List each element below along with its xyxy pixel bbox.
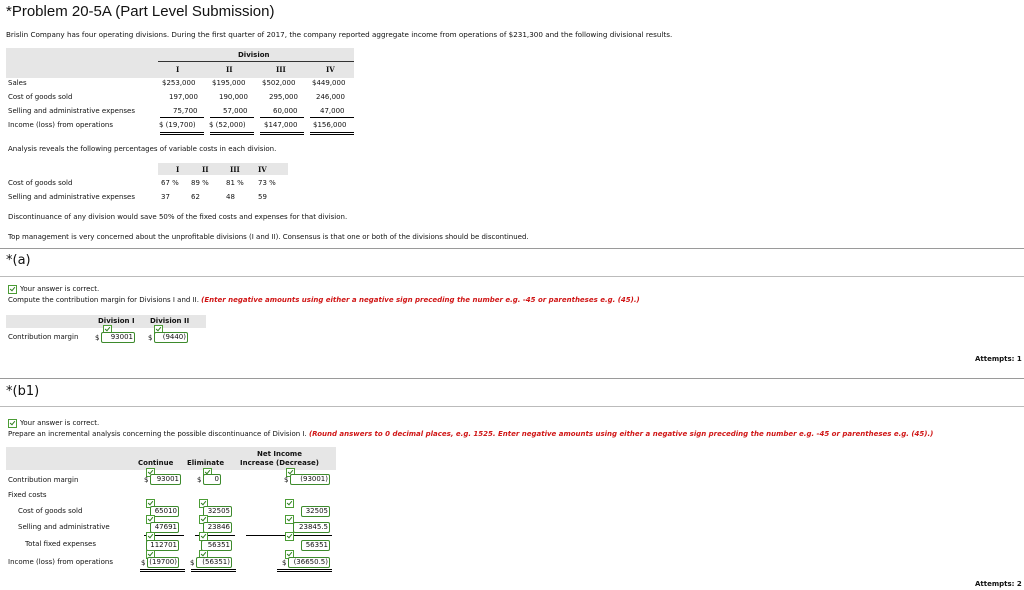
table1-col-ii: II [226,65,233,74]
table1-col-iii: III [276,65,286,74]
total-continue-input[interactable]: 112701 [146,540,179,551]
cm-continue-input[interactable]: 93001 [150,474,181,485]
t1-row-cogs-label: Cost of goods sold [8,93,73,101]
t1-row-sales-label: Sales [8,79,27,87]
t2-row-sa-label: Selling and administrative expenses [8,193,135,201]
division-header: Division [238,51,270,59]
table1-header-band [6,48,354,78]
income-eliminate-input[interactable]: (56351) [196,557,232,568]
t2-cogs-ii: 89 % [191,179,209,187]
t2-cogs-iii: 81 % [226,179,244,187]
t1-income-iii: $147,000 [264,121,298,129]
part-a-instruction: Compute the contribution margin for Divisions I and II. (Enter negative amounts using either a negative sign preceding the number e.g. -45 or parentheses e.g. (45).) [8,296,640,304]
t1-sa-iv: 47,000 [320,107,345,115]
t1-cogs-iii: 295,000 [269,93,298,101]
part-a-correct: Your answer is correct. [20,285,100,293]
div2-contribution-input[interactable]: (9440) [154,332,188,343]
cogs-continue-input[interactable]: 65010 [150,506,179,517]
t1-sales-iii: $502,000 [262,79,296,87]
analysis-text: Analysis reveals the following percentages of variable costs in each division. [8,145,277,153]
t1-row-sa-label: Selling and administrative expenses [8,107,135,115]
part-a-col-div2: Division II [150,317,190,325]
table2-col-i: I [176,165,180,174]
cm-eliminate-input[interactable]: 0 [203,474,221,485]
correct-check-icon [285,532,294,541]
sa-eliminate-input[interactable]: 23846 [203,522,232,533]
t1-cogs-ii: 190,000 [219,93,248,101]
part-a-row-label: Contribution margin [8,333,79,341]
t1-income-i: $ (19,700) [159,121,196,129]
sa-net-input[interactable]: 23845.5 [293,522,330,533]
table2-col-iv: IV [258,165,267,174]
t2-row-cogs-label: Cost of goods sold [8,179,73,187]
income-continue-input[interactable]: (19700) [147,557,179,568]
correct-check-icon [285,499,294,508]
header-eliminate: Eliminate [187,459,225,467]
cogs-net-input[interactable]: 32505 [301,506,330,517]
t1-cogs-i: 197,000 [169,93,198,101]
part-a-attempts: Attempts: 1 [975,355,1022,363]
b1-row-income-label: Income (loss) from operations [8,558,113,566]
t2-sa-iii: 48 [226,193,235,201]
t1-sa-i: 75,700 [173,107,198,115]
t1-sales-iv: $449,000 [312,79,346,87]
t1-sa-iii: 60,000 [273,107,298,115]
t1-cogs-iv: 246,000 [316,93,345,101]
cm-net-input[interactable]: (93001) [290,474,330,485]
sa-continue-input[interactable]: 47691 [150,522,179,533]
table1-col-i: I [176,65,180,74]
b1-row-total-label: Total fixed expenses [25,540,96,548]
table2-col-iii: III [230,165,240,174]
cogs-eliminate-input[interactable]: 32505 [203,506,232,517]
t1-sa-ii: 57,000 [223,107,248,115]
table1-col-iv: IV [326,65,335,74]
t2-sa-ii: 62 [191,193,200,201]
part-b1-attempts: Attempts: 2 [975,580,1022,588]
b1-row-cogs-label: Cost of goods sold [18,507,83,515]
part-a-label: *(a) [6,253,31,268]
t2-cogs-i: 67 % [161,179,179,187]
page-title: *Problem 20-5A (Part Level Submission) [6,3,275,20]
total-net-input[interactable]: 56351 [301,540,330,551]
t2-cogs-iv: 73 % [258,179,276,187]
t2-sa-i: 37 [161,193,170,201]
t1-sales-ii: $195,000 [212,79,246,87]
part-b1-instruction: Prepare an incremental analysis concerning the possible discontinuance of Division I. (Round answers to 0 decimal places, e.g. 1525. Enter negative amounts using either a negative sign preceding the number e.g. -45 or parentheses e.g. (45).) [8,430,934,438]
problem-intro: Brislin Company has four operating divisions. During the first quarter of 2017, the company reported aggregate income from operations of $231,300 and the following divisional results. [6,30,673,39]
part-b1-correct: Your answer is correct. [20,419,100,427]
correct-check-icon [8,285,17,294]
part-a-col-div1: Division I [98,317,135,325]
header-net-income: Net Income [257,450,302,458]
t1-income-ii: $ (52,000) [209,121,246,129]
t1-row-income-label: Income (loss) from operations [8,121,113,129]
b1-row-fixed-label: Fixed costs [8,491,47,499]
b1-row-sa-label: Selling and administrative [18,523,110,531]
part-b1-label: *(b1) [6,384,40,399]
div1-contribution-input[interactable]: 93001 [101,332,135,343]
t1-sales-i: $253,000 [162,79,196,87]
management-text: Top management is very concerned about the unprofitable divisions (I and II). Consensus is that one or both of the divisions should be discontinued. [8,233,529,241]
discontinuance-text: Discontinuance of any division would save 50% of the fixed costs and expenses for that division. [8,213,348,221]
t2-sa-iv: 59 [258,193,267,201]
table2-col-ii: II [202,165,209,174]
correct-check-icon [8,419,17,428]
total-eliminate-input[interactable]: 56351 [201,540,232,551]
t1-income-iv: $156,000 [313,121,347,129]
b1-row-cm-label: Contribution margin [8,476,79,484]
header-increase-decrease: Increase (Decrease) [240,459,319,467]
header-continue: Continue [138,459,174,467]
income-net-input[interactable]: (36650.5) [288,557,330,568]
